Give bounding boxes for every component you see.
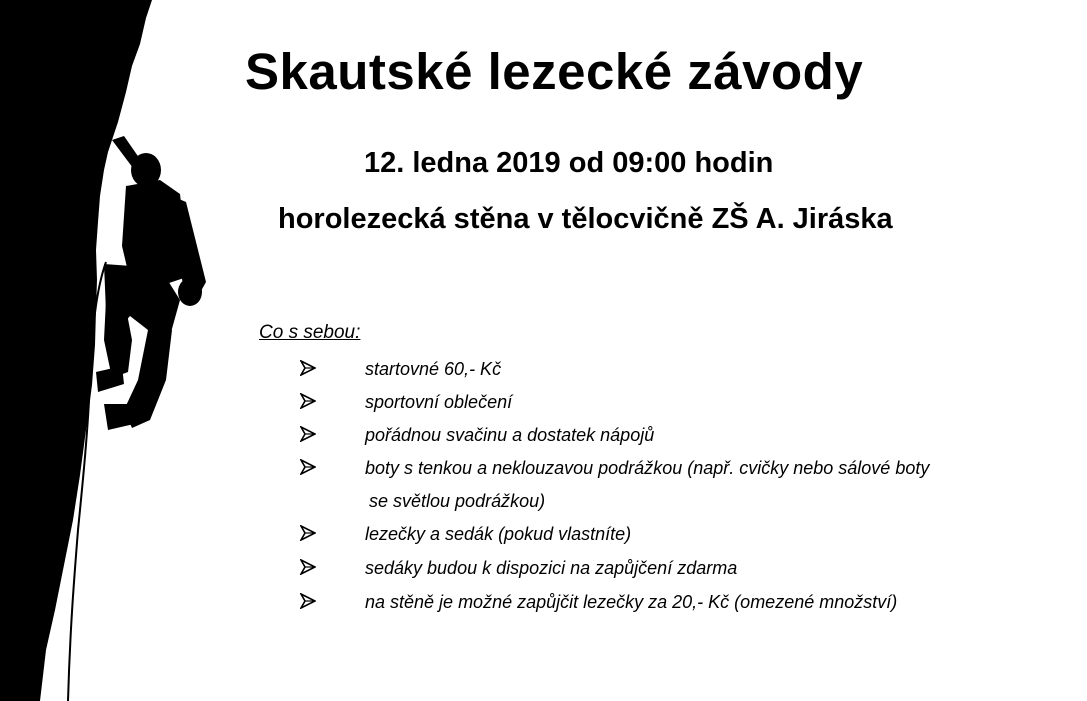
list-item-text: sportovní oblečení xyxy=(365,392,513,412)
list-item-text: lezečky a sedák (pokud vlastníte) xyxy=(365,524,632,544)
arrowhead-bullet-icon xyxy=(300,393,316,409)
event-venue: horolezecká stěna v tělocvičně ZŠ A. Jiráska xyxy=(278,203,893,235)
page-title: Skautské lezecké závody xyxy=(245,43,864,100)
rock-climber-silhouette-icon xyxy=(0,0,215,701)
bring-list-heading: Co s sebou: xyxy=(259,322,361,343)
list-item-text: boty s tenkou a neklouzavou podrážkou (např. cvičky nebo sálové boty xyxy=(365,458,930,478)
arrowhead-bullet-icon xyxy=(300,360,316,376)
arrowhead-bullet-icon xyxy=(300,559,316,575)
list-item-text: pořádnou svačinu a dostatek nápojů xyxy=(365,425,655,445)
list-item-text: na stěně je možné zapůjčit lezečky za 20,- Kč (omezené množství) xyxy=(365,592,898,612)
arrowhead-bullet-icon xyxy=(300,459,316,475)
event-date: 12. ledna 2019 od 09:00 hodin xyxy=(364,147,774,179)
arrowhead-bullet-icon xyxy=(300,525,316,541)
arrowhead-bullet-icon xyxy=(300,426,316,442)
list-item-continuation: se světlou podrážkou) xyxy=(369,491,546,511)
arrowhead-bullet-icon xyxy=(300,593,316,609)
list-item-text: startovné 60,- Kč xyxy=(365,359,502,379)
list-item-text: sedáky budou k dispozici na zapůjčení zdarma xyxy=(365,558,738,578)
